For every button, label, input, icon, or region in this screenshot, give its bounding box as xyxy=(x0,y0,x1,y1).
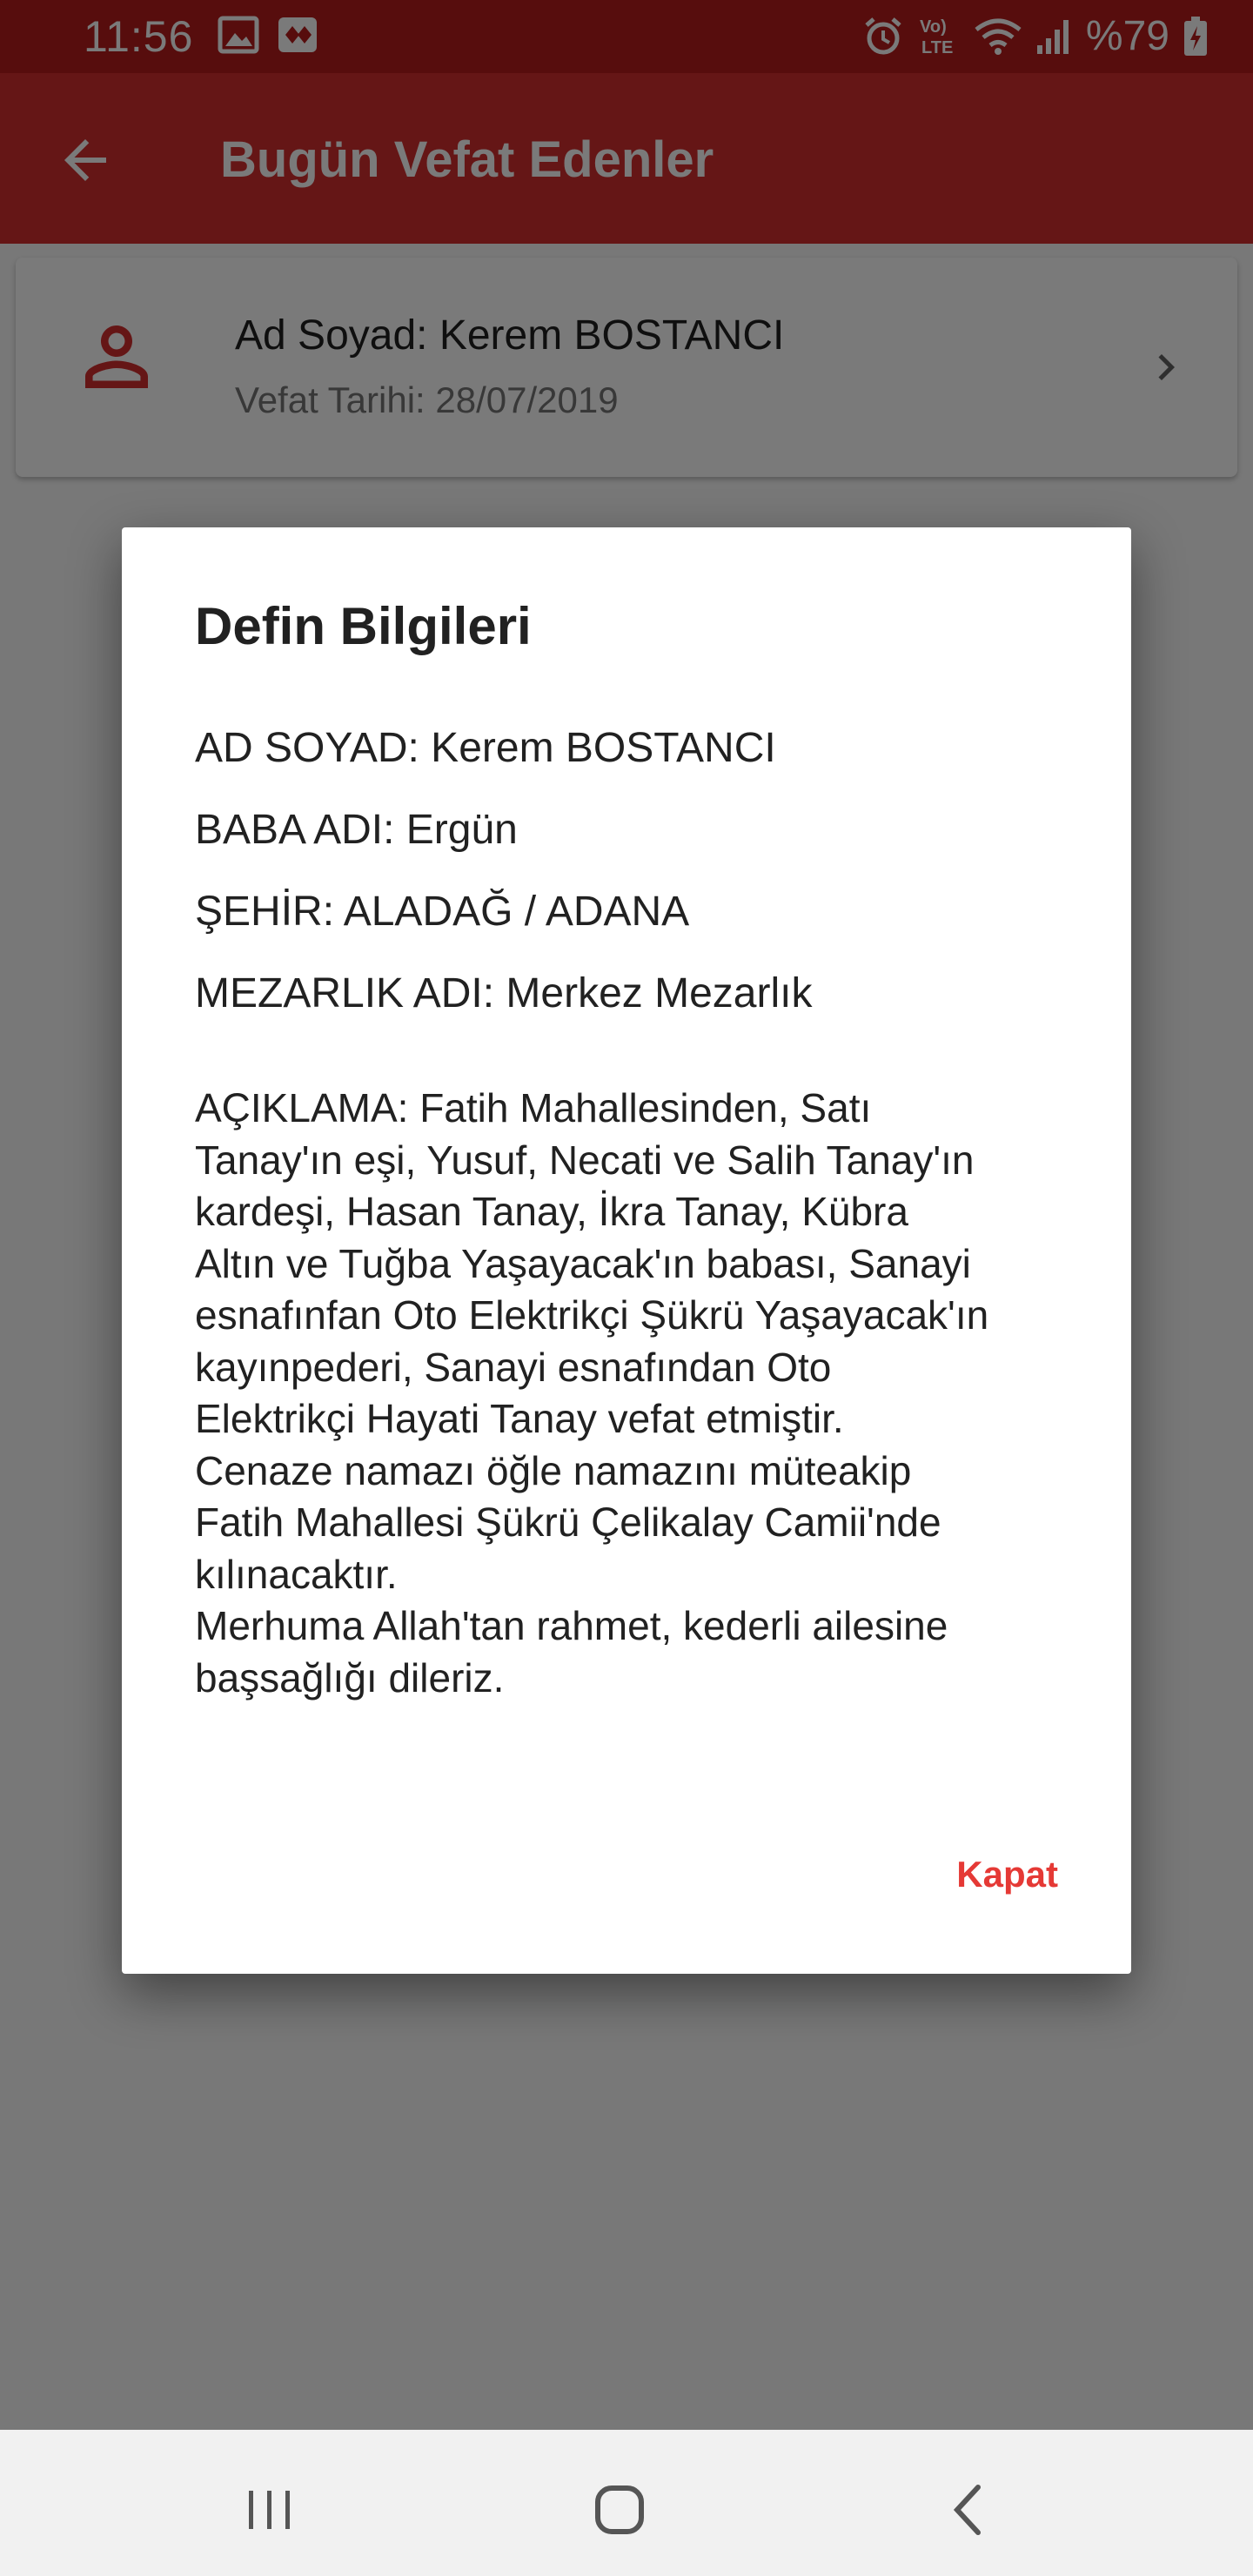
close-button[interactable]: Kapat xyxy=(956,1854,1058,1895)
field-city: ŞEHİR: ALADAĞ / ADANA xyxy=(195,889,690,935)
recent-apps-icon[interactable] xyxy=(235,2475,305,2545)
field-description: AÇIKLAMA: Fatih Mahallesinden, Satı Tanay'ın eşi, Yusuf, Necati ve Salih Tanay'ın kardeşi, Hasan Tanay, İkra Tanay, Kübra Altın ve Tuğba Yaşayacak'ın babası, Sanayi esnafınfan Oto Elektrikçi Şükrü Yaşayacak'ın kayınpederi, Sanayi esnafından Oto Elektrikçi Hayati Tanay vefat etmiştir. Cenaze namazı öğle namazını müteakip Fatih Mahallesi Şükrü Çelikalay Camii'nde kılınacaktır. Merhuma Allah'tan rahmet, kederli ailesine başsağlığı dileriz. xyxy=(195,1085,989,1701)
field-cemetery-name: MEZARLIK ADI: Merkez Mezarlık xyxy=(195,970,813,1016)
info-dialog xyxy=(122,527,1131,1974)
field-father-name: BABA ADI: Ergün xyxy=(195,807,518,853)
dialog-title: Defin Bilgileri xyxy=(195,597,532,655)
back-icon[interactable] xyxy=(935,2475,1004,2545)
navigation-bar xyxy=(0,2430,1253,2576)
home-icon[interactable] xyxy=(585,2475,654,2545)
field-full-name: AD SOYAD: Kerem BOSTANCI xyxy=(195,725,776,771)
